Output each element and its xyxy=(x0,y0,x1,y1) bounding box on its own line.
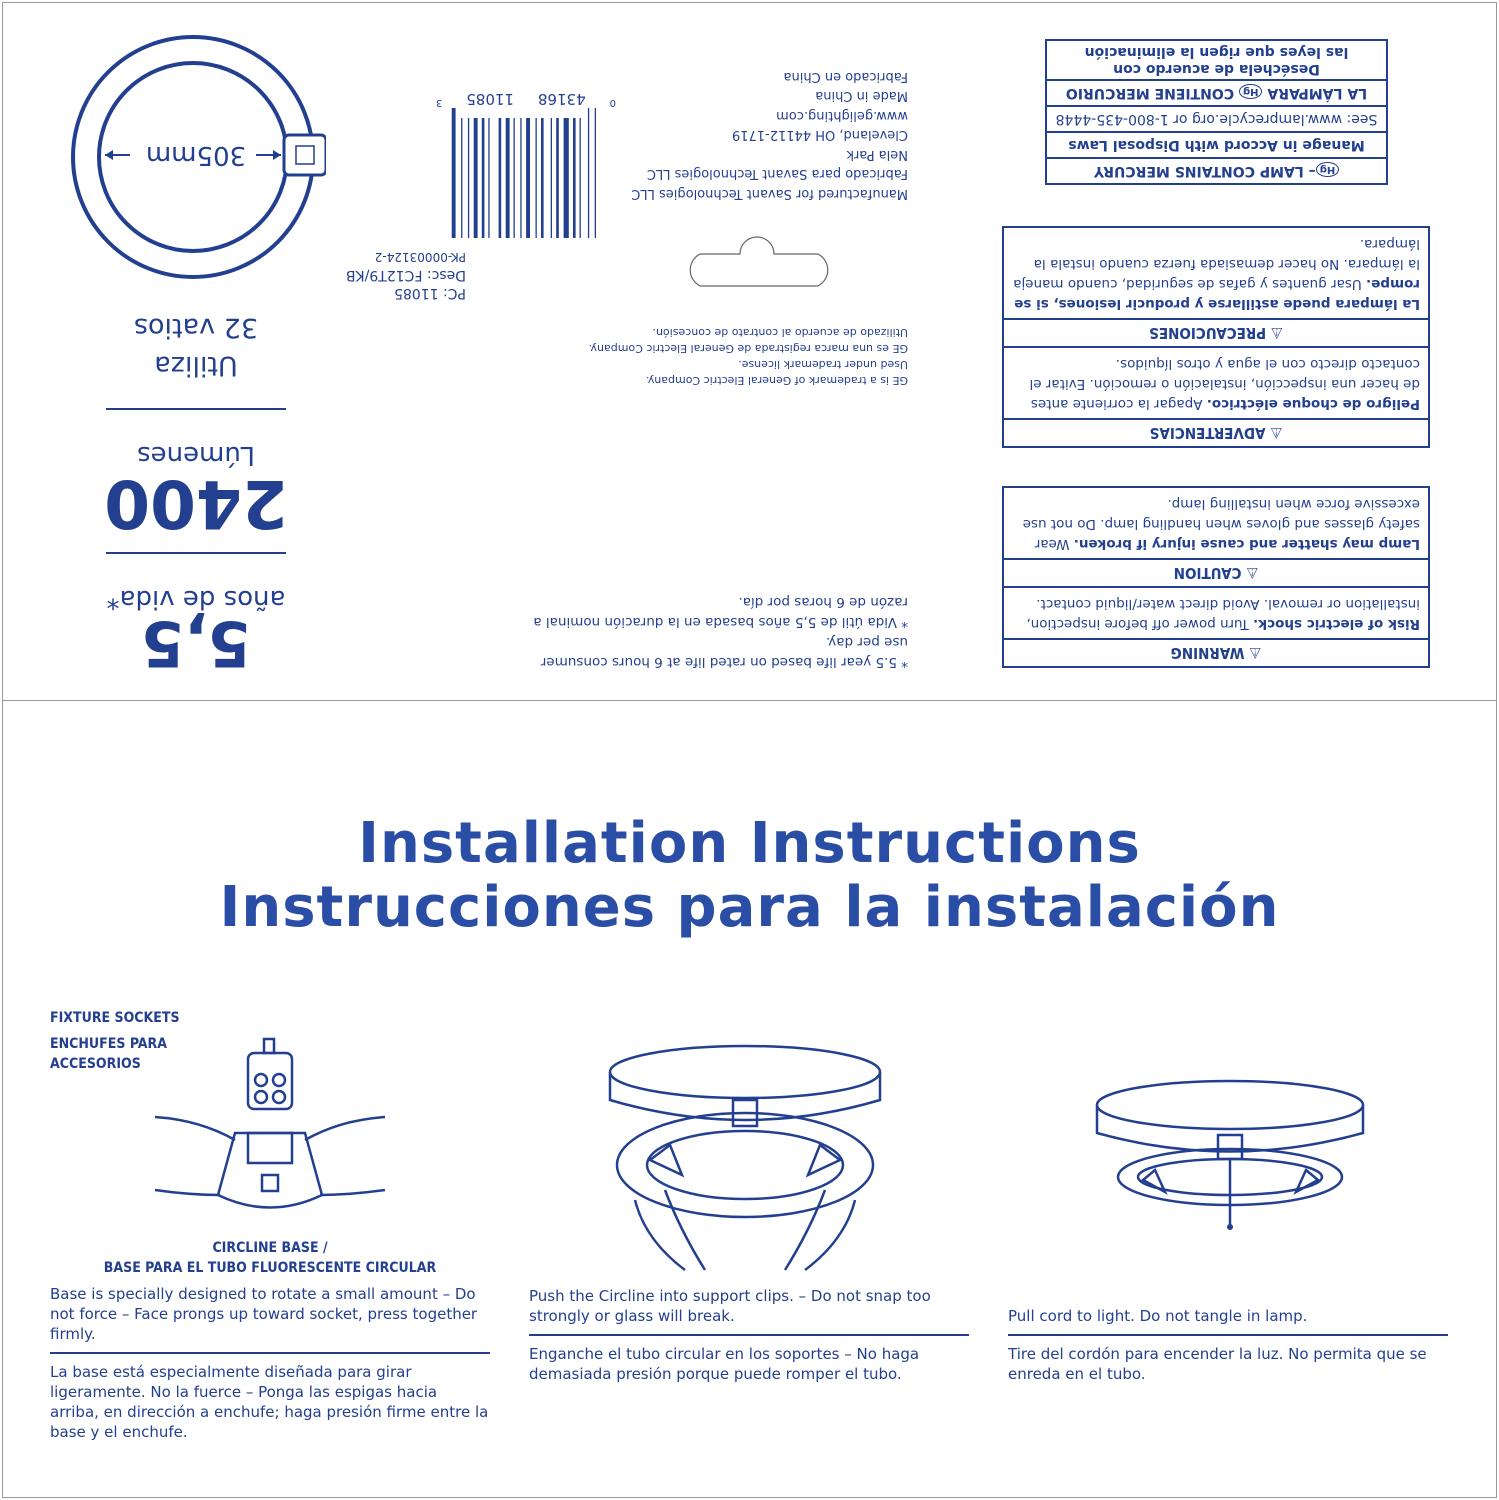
barcode-bar xyxy=(514,118,515,238)
barcode-bar xyxy=(541,118,544,238)
advertencias-header: ADVERTENCIAS xyxy=(1149,424,1266,442)
step-1: Base is specially designed to rotate a small amount – Do not force – Face prongs up toward socket, press together firmly. La base está especialmente diseñada para girar ligeramente. No la fuerce – Ponga las espigas hacia arriba, en dirección a enchufe; haga presión firme entre la base y el enchufe. xyxy=(50,1285,489,1441)
caution-triangle-icon: ⚠ xyxy=(1241,564,1259,582)
barcode-bar xyxy=(536,118,537,238)
back-panel-inverted xyxy=(3,3,1496,700)
barcode-bar xyxy=(564,118,569,238)
step-2: Push the Circline into support clips. – Do not snap too strongly or glass will break. Enganche el tubo circular en los soportes – No haga demasiada presión porque puede romper el tubo. xyxy=(529,1286,969,1384)
mercury-box: Hg– LAMP CONTAINS MERCURY Manage in Accord with Disposal Laws See: www.lamprecycle.org or 1-800-435-4448 LA LÁMPARA Hg CONTIENE MERCURIO Deséchela de acuerdo con las leyes que rigen la eliminación xyxy=(1045,39,1388,185)
pull-cord-illustration xyxy=(1093,1075,1368,1235)
barcode-bar xyxy=(580,118,581,238)
barcode-bar xyxy=(468,118,469,238)
warning-header: WARNING xyxy=(1170,644,1245,662)
divider xyxy=(529,1334,969,1336)
barcode-bar xyxy=(474,118,478,238)
barcode-bars xyxy=(436,108,616,238)
product-codes: PC: 11085 Desc: FC12T9/KB PK-00003124-2 xyxy=(345,250,466,301)
trademark-text: GE is a trademark of General Electric Company. Used under trademark license. GE es una marca registrada de General Electric Company. Utilizado de acuerdo al contrato de concesión. xyxy=(588,326,908,387)
advertencias-box xyxy=(1002,226,1430,448)
barcode-bar xyxy=(488,118,489,238)
barcode-bar xyxy=(588,108,589,238)
barcode-bar xyxy=(520,118,521,238)
advertencias-text: Peligro de choque eléctrico. Apagar la corriente antes de hacer una inspección, instalación o remoción. Evitar el contacto directo con el agua y otros líquidos. xyxy=(1004,346,1428,418)
footnotes: * 5.5 year life based on rated life at 6 hours consumer use per day. * Vida útil de 5,5 años basada en la duración nominal a razón de 6 horas por día. xyxy=(533,594,908,670)
warning-box xyxy=(1002,486,1430,668)
warning-triangle-icon: ⚠ xyxy=(1265,424,1283,442)
precauciones-text: La lámpara puede astillarse y producir lesiones, si se rompe. Usar guantes y gafas de seguridad, cuando maneja la lámpara. No hacer demasiada fuerza cuando instala la lámpara. xyxy=(1013,236,1420,312)
lumens-rating: 2400 Lúmenes xyxy=(104,440,288,542)
divider xyxy=(1008,1334,1448,1336)
hg-symbol: Hg xyxy=(1316,162,1340,177)
barcode-bar xyxy=(556,118,559,238)
push-into-clips-illustration xyxy=(605,1040,885,1280)
barcode-bar xyxy=(452,108,456,238)
divider xyxy=(106,408,286,410)
barcode-bar xyxy=(526,118,530,238)
divider xyxy=(50,1352,490,1354)
warning-text: Risk of electric shock. Turn power off before inspection, installation or removal. Avoid direct water/liquid contact. xyxy=(1004,586,1428,638)
step-3: Pull cord to light. Do not tangle in lamp. Tire del cordón para encender la luz. No permita que se enreda en el tubo. xyxy=(1008,1306,1448,1384)
barcode-bar xyxy=(595,108,596,238)
diameter-label: 305mm xyxy=(145,140,247,170)
wattage: Utiliza 32 vatios xyxy=(133,312,259,381)
fixture-sockets-label: FIXTURE SOCKETS ENCHUFES PARA ACCESORIOS xyxy=(50,1010,180,1072)
title-spanish: Instrucciones para la instalación xyxy=(219,875,1280,940)
precauciones-header: PRECAUCIONES xyxy=(1149,324,1267,342)
barcode-bar xyxy=(461,118,462,238)
barcode-bar xyxy=(551,118,552,238)
life-rating: 5,5 años de vida* xyxy=(106,584,286,680)
socket-base-illustration xyxy=(150,1035,390,1215)
manufacturer-info: Manufactured for Savant Technologies LLC Fabricado para Savant Technologies LLC Nela Park Cleveland, OH 44112-1719 www.gelighting.com Made in China Fabricado en China xyxy=(631,69,908,201)
divider xyxy=(106,552,286,554)
warning-triangle-icon: ⚠ xyxy=(1266,324,1283,342)
barcode-bar xyxy=(482,118,485,238)
caution-text: Lamp may shatter and cause injury if broken. Wear safety glasses and gloves when handling lamp. Do not use excessive force when installing lamp. xyxy=(1022,496,1420,552)
barcode-bar xyxy=(573,118,576,238)
hang-tab-cutout xyxy=(676,236,838,288)
barcode-bar xyxy=(506,118,510,238)
warning-triangle-icon: ⚠ xyxy=(1244,644,1262,662)
barcode-bar xyxy=(499,118,502,238)
fold-line xyxy=(2,700,1497,701)
title-english: Installation Instructions xyxy=(358,811,1141,876)
barcode: 0 43168 11085 3 xyxy=(436,88,616,238)
caution-header: CAUTION xyxy=(1173,564,1242,582)
circline-base-label: CIRCLINE BASE / BASE PARA EL TUBO FLUORESCENTE CIRCULAR xyxy=(103,1240,437,1276)
